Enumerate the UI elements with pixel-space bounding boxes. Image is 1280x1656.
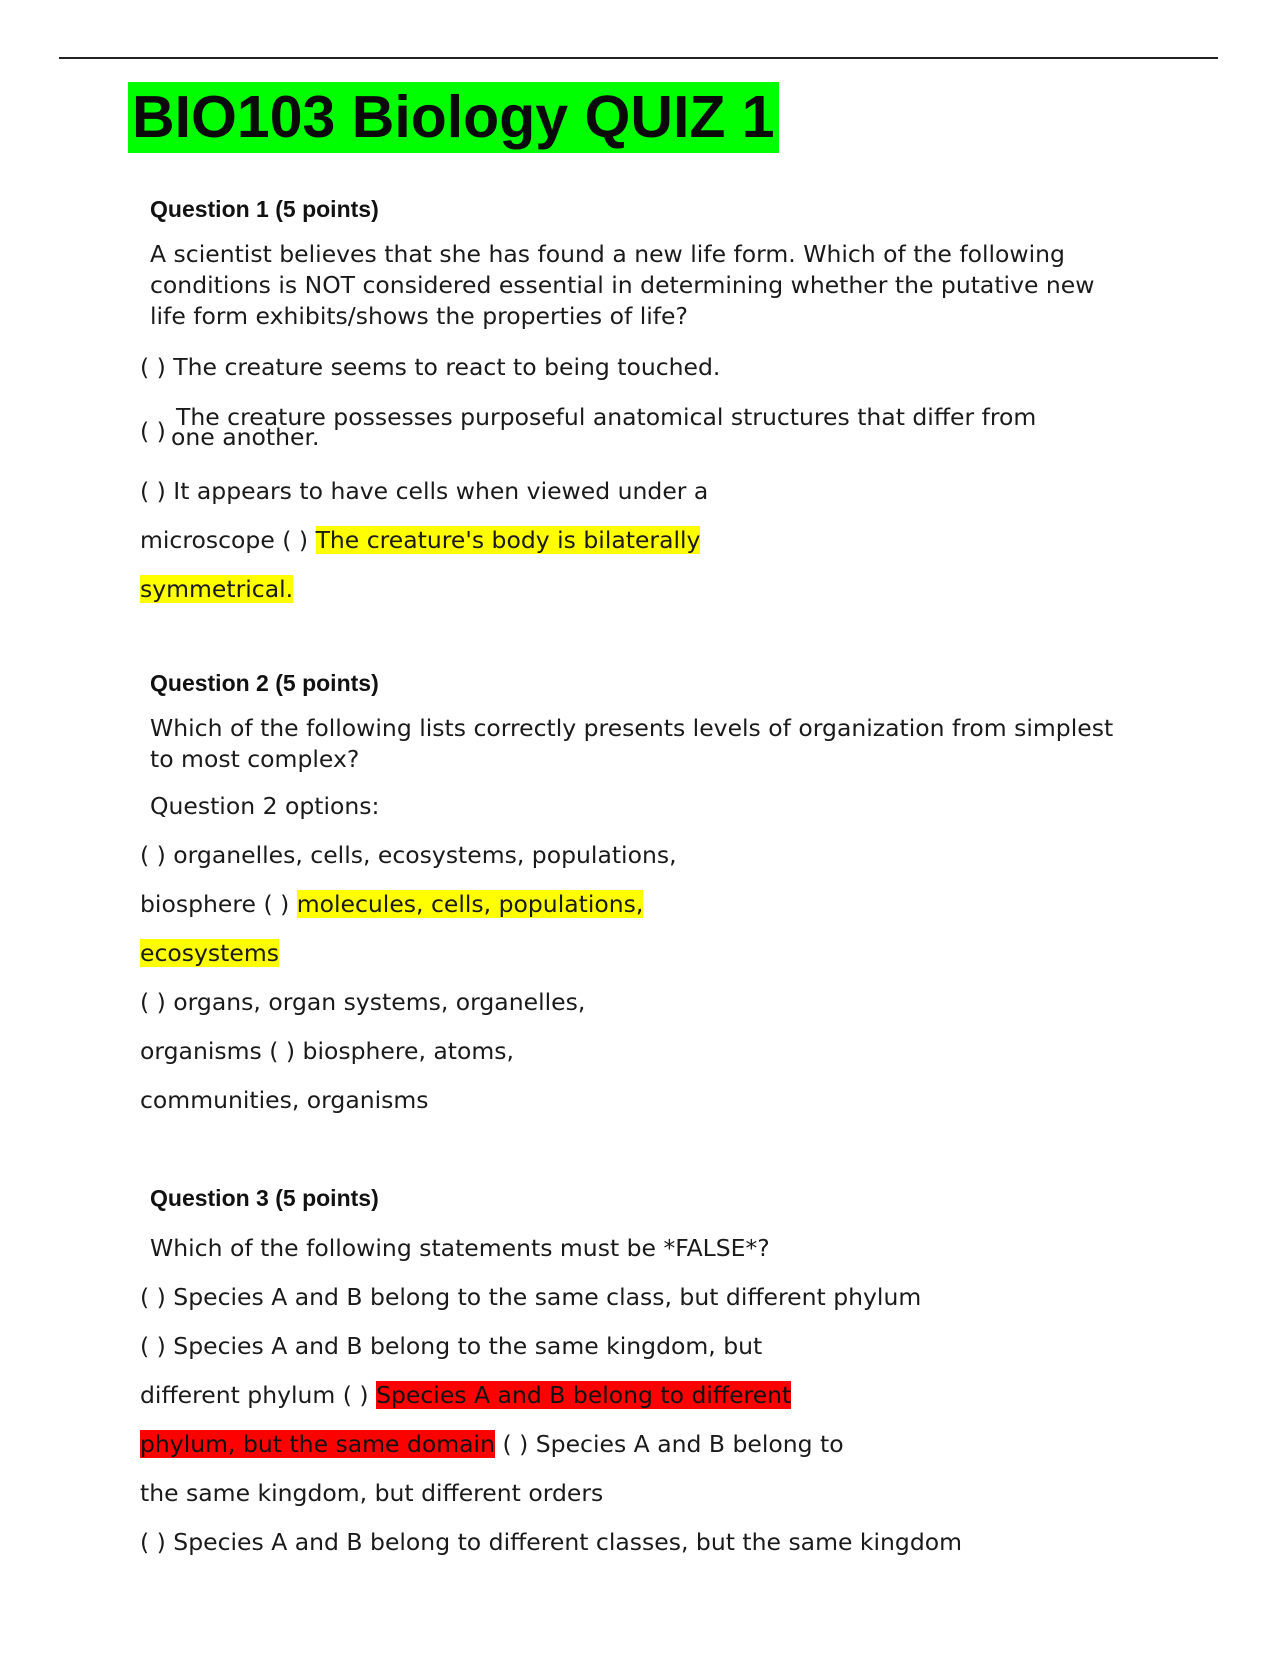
q2-option-d-line1: biosphere, atoms, xyxy=(302,1037,515,1065)
q1-option-a[interactable] xyxy=(140,352,720,383)
q3-option-d-line1: Species A and B belong to xyxy=(535,1430,844,1458)
radio-icon[interactable]: ( ) xyxy=(140,988,166,1016)
radio-icon[interactable]: ( ) xyxy=(263,890,290,918)
radio-icon[interactable]: ( ) xyxy=(140,477,166,505)
q1-option-d-line1[interactable]: The creature's body is bilaterally xyxy=(315,526,701,554)
q1-option-c-line1: It appears to have cells when viewed under a xyxy=(173,477,709,505)
top-rule xyxy=(59,57,1218,59)
q2-option-b-line2[interactable]: ecosystems xyxy=(140,939,279,967)
radio-icon[interactable]: ( ) xyxy=(140,1528,166,1556)
radio-icon[interactable]: ( ) xyxy=(140,417,166,445)
q1-option-c[interactable] xyxy=(140,476,708,507)
q3-option-b-line2: different phylum xyxy=(140,1381,336,1409)
q1-heading: Question 1 (5 points) xyxy=(150,196,379,222)
q1-option-c-line2: microscope xyxy=(140,526,275,554)
radio-icon[interactable]: ( ) xyxy=(502,1430,529,1458)
q3-option-e[interactable] xyxy=(140,1527,962,1558)
q3-option-a-label: Species A and B belong to the same class, but different phylum xyxy=(173,1283,922,1311)
q3-option-c-line1[interactable]: Species A and B belong to different xyxy=(376,1381,792,1409)
page-title: BIO103 Biology QUIZ 1 xyxy=(128,82,779,153)
q2-prompt: Which of the following lists correctly presents levels of organization from simplest to most complex? xyxy=(150,714,1114,773)
q3-option-b-line1: Species A and B belong to the same kingdom, but xyxy=(173,1332,763,1360)
q3-option-d-line2: the same kingdom, but different orders xyxy=(140,1479,604,1507)
q3-option-e-label: Species A and B belong to different classes, but the same kingdom xyxy=(173,1528,963,1556)
radio-icon[interactable]: ( ) xyxy=(342,1381,369,1409)
q2-option-d-line2: communities, organisms xyxy=(140,1086,429,1114)
q3-option-a[interactable] xyxy=(140,1282,921,1313)
q2-option-c-line2: organisms xyxy=(140,1037,262,1065)
q2-option-line xyxy=(140,889,643,920)
q1-option-b-line1: The creature possesses purposeful anatomical structures that differ from xyxy=(176,403,1037,431)
radio-icon[interactable]: ( ) xyxy=(140,841,166,869)
q3-prompt: Which of the following statements must be *FALSE*? xyxy=(150,1234,770,1262)
radio-icon[interactable]: ( ) xyxy=(269,1037,296,1065)
radio-icon[interactable]: ( ) xyxy=(140,1283,166,1311)
q2-option-c[interactable] xyxy=(140,987,585,1018)
q1-prompt: A scientist believes that she has found a new life form. Which of the following conditions is NOT considered essential in determining whether the putative new life form exhibits/shows the properties of life? xyxy=(150,240,1095,330)
q3-heading: Question 3 (5 points) xyxy=(150,1185,379,1211)
q2-heading: Question 2 (5 points) xyxy=(150,670,379,696)
q2-option-a[interactable] xyxy=(140,840,677,871)
q2-option-a-line2: biosphere xyxy=(140,890,256,918)
q3-option-line xyxy=(140,1380,791,1411)
radio-icon[interactable]: ( ) xyxy=(140,353,166,381)
q1-option-a-label: The creature seems to react to being touched. xyxy=(173,353,721,381)
q1-option-d-line2[interactable]: symmetrical. xyxy=(140,575,294,603)
q2-option-a-line1: organelles, cells, ecosystems, populations, xyxy=(173,841,677,869)
q2-option-c-line1: organs, organ systems, organelles, xyxy=(173,988,586,1016)
q3-option-line xyxy=(140,1429,844,1460)
q1-option-b-line2: one another. xyxy=(171,423,320,451)
q1-option-line xyxy=(140,525,700,556)
q2-option-line xyxy=(140,1036,514,1067)
q2-options-label: Question 2 options: xyxy=(150,792,380,820)
radio-icon[interactable]: ( ) xyxy=(282,526,309,554)
radio-icon[interactable]: ( ) xyxy=(140,1332,166,1360)
q3-option-b[interactable] xyxy=(140,1331,762,1362)
q3-option-c-line2[interactable]: phylum, but the same domain xyxy=(140,1430,495,1458)
q2-option-b-line1[interactable]: molecules, cells, populations, xyxy=(296,890,644,918)
